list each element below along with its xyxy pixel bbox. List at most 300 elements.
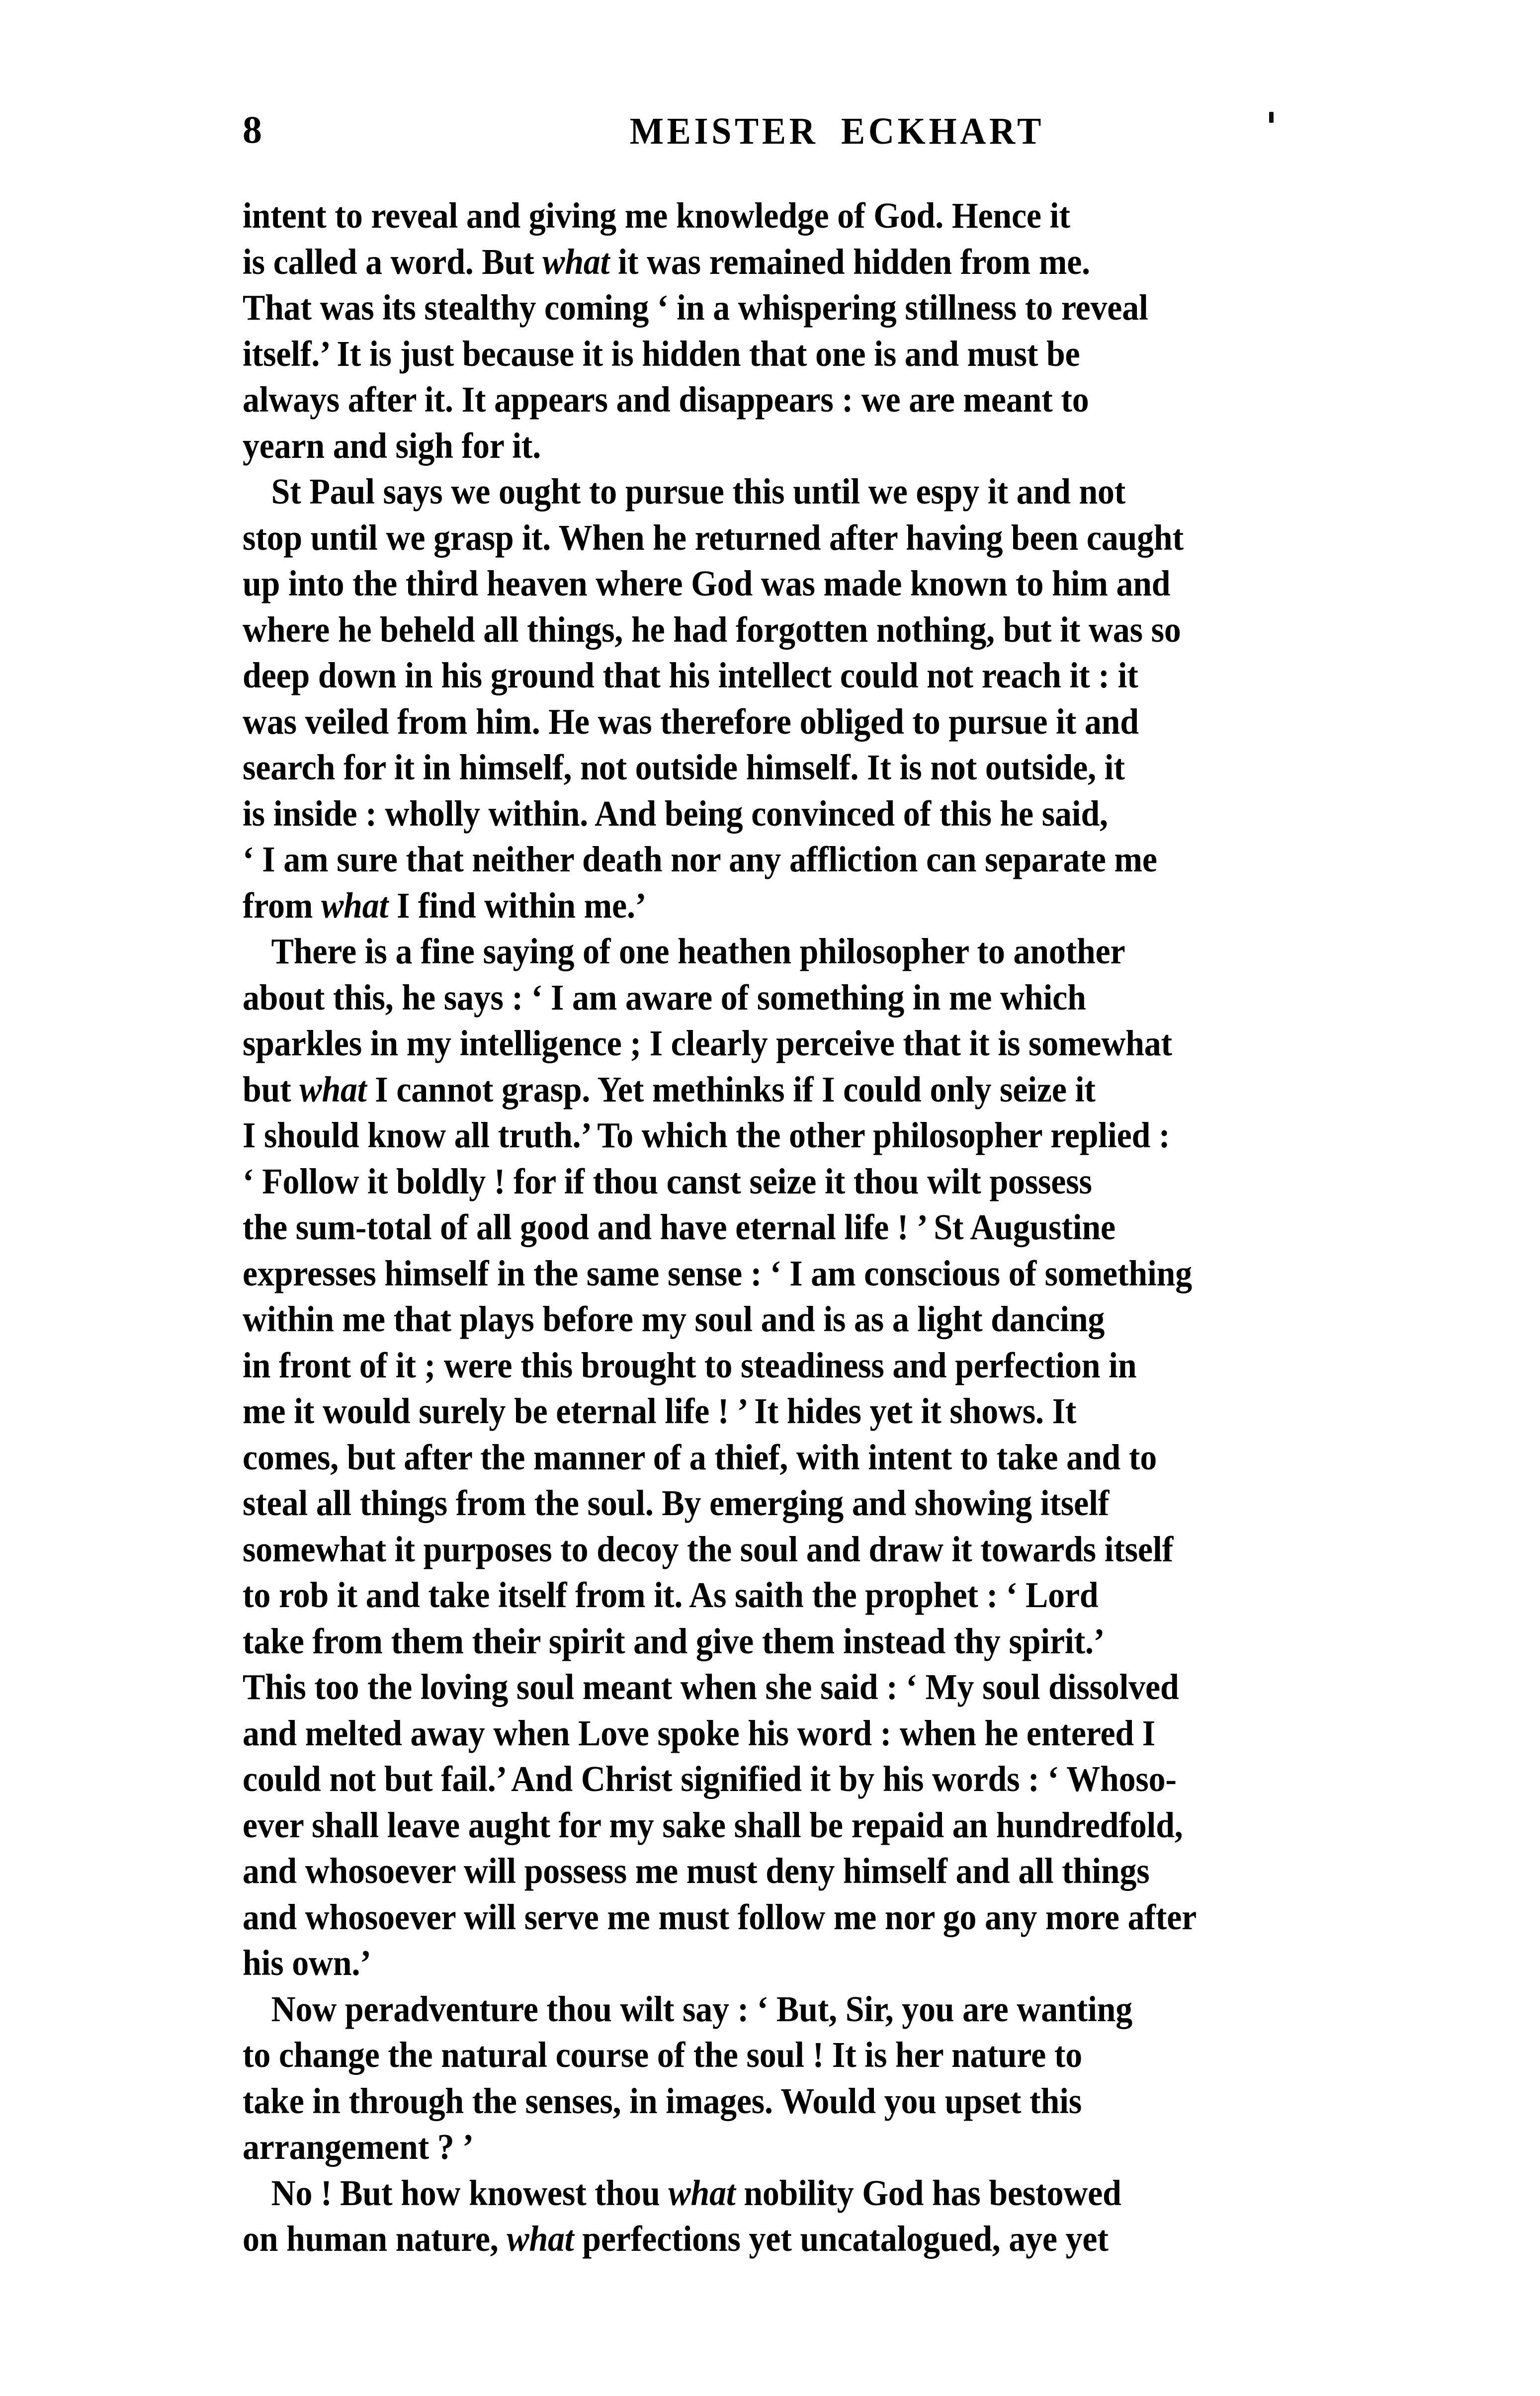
word: ! xyxy=(897,1207,909,1247)
word: I xyxy=(1142,1712,1156,1753)
word: this xyxy=(520,1345,573,1385)
text-line xyxy=(243,1572,1352,1619)
word: word xyxy=(797,1712,872,1753)
word: to xyxy=(977,931,1005,971)
word: There xyxy=(271,931,356,971)
word: ‘ xyxy=(657,287,669,328)
word: it xyxy=(367,1161,388,1201)
word: and xyxy=(1084,701,1139,742)
word: is xyxy=(864,2035,887,2075)
word: will xyxy=(464,1851,516,1891)
word: itself.’ xyxy=(243,333,329,374)
text-line xyxy=(243,1940,1352,1986)
word: was xyxy=(598,701,652,742)
word: to xyxy=(1016,563,1044,603)
word: shows. xyxy=(949,1391,1044,1431)
emphasis-word: what xyxy=(668,2172,736,2213)
word: the xyxy=(693,2035,738,2075)
word: me xyxy=(1114,839,1157,879)
word: meant xyxy=(582,1667,672,1707)
text-line xyxy=(243,561,1352,607)
word: if xyxy=(793,1069,814,1110)
word: it xyxy=(951,1529,972,1569)
word: purposes xyxy=(423,1529,552,1569)
text-line xyxy=(243,1435,1352,1481)
word: ‘ xyxy=(243,1161,254,1201)
word: the xyxy=(736,1115,781,1155)
word: whosoever xyxy=(305,1851,456,1891)
word: God. xyxy=(873,195,944,236)
word: nothing, xyxy=(876,609,995,650)
word: perceive xyxy=(776,1023,895,1063)
word: veiled xyxy=(305,701,389,742)
word: I xyxy=(789,1253,803,1293)
word: soul xyxy=(982,1667,1040,1707)
word: me xyxy=(833,1896,877,1937)
word: ‘ xyxy=(531,977,543,1018)
text-line xyxy=(243,607,1352,653)
word: this xyxy=(1029,2080,1082,2121)
word: called xyxy=(273,241,357,282)
word: the xyxy=(534,1483,579,1523)
word: by xyxy=(839,1759,874,1799)
word: in xyxy=(405,655,433,695)
word: when xyxy=(680,1667,757,1707)
word: ; xyxy=(630,1023,641,1063)
word: before xyxy=(542,1299,633,1339)
word: It xyxy=(337,333,361,374)
word: that xyxy=(406,839,464,879)
word: and xyxy=(333,425,387,466)
text-line xyxy=(243,423,1352,469)
word: stop xyxy=(243,517,302,558)
word: on xyxy=(243,2219,278,2259)
word: methinks xyxy=(652,1069,785,1110)
word: one xyxy=(815,333,866,374)
word: By xyxy=(662,1483,701,1523)
word: made xyxy=(823,563,902,603)
word: more xyxy=(1045,1896,1119,1937)
word: him xyxy=(1052,563,1108,603)
word: beheld xyxy=(380,609,475,650)
word: Yet xyxy=(597,1069,644,1110)
text-line xyxy=(243,791,1352,837)
word: with xyxy=(796,1437,860,1477)
word: Would xyxy=(780,2080,876,2121)
word: seize xyxy=(749,1161,817,1201)
word: same xyxy=(586,1253,660,1293)
word: being xyxy=(664,793,743,834)
word: that xyxy=(602,655,661,695)
word: through xyxy=(348,2080,464,2121)
text-line xyxy=(243,285,1352,331)
word: to xyxy=(243,2035,271,2075)
word: up xyxy=(243,563,280,603)
word: but xyxy=(243,1069,291,1110)
word: forgotten xyxy=(736,609,868,650)
word: intent xyxy=(243,195,327,236)
word: : xyxy=(842,379,853,420)
word: for xyxy=(343,747,386,787)
word: entered xyxy=(1026,1712,1134,1753)
word: search xyxy=(243,747,336,787)
word: it xyxy=(1055,701,1077,742)
text-line xyxy=(243,1802,1352,1849)
word: him. xyxy=(476,701,540,742)
word: loving xyxy=(420,1667,509,1707)
word: down xyxy=(318,655,397,695)
word: was xyxy=(320,287,374,328)
word: I xyxy=(396,885,410,926)
word: to xyxy=(1054,2035,1083,2075)
word: until xyxy=(310,517,378,558)
word: seize xyxy=(1000,1069,1067,1110)
word: be xyxy=(513,1391,548,1431)
word: melted xyxy=(305,1712,402,1753)
page-number: 8 xyxy=(243,108,262,151)
word: eternal xyxy=(735,1207,836,1247)
text-line xyxy=(243,1619,1352,1665)
text-line xyxy=(243,515,1352,561)
word: not xyxy=(927,655,973,695)
word: in xyxy=(370,1023,398,1063)
word: nobility xyxy=(744,2172,854,2213)
word: it xyxy=(810,1759,831,1799)
text-line xyxy=(243,1480,1352,1527)
word: it xyxy=(1069,655,1090,695)
word: No xyxy=(271,2172,313,2213)
word: caught xyxy=(1086,517,1184,558)
word: her xyxy=(895,2035,943,2075)
running-head-title: MEISTER ECKHART xyxy=(629,110,1045,152)
word: not xyxy=(1079,471,1126,512)
text-line xyxy=(243,1343,1352,1389)
word: coming xyxy=(544,287,649,328)
word: and xyxy=(365,1575,420,1615)
word: himself. xyxy=(746,747,859,787)
word: third xyxy=(405,563,479,603)
text-line xyxy=(243,1112,1352,1159)
word: ’ xyxy=(737,1391,746,1431)
word: we xyxy=(386,517,426,558)
word: any xyxy=(985,1896,1037,1937)
word: draw xyxy=(868,1529,943,1569)
word: therefore xyxy=(660,701,791,742)
word: whispering xyxy=(738,287,897,328)
word: any xyxy=(729,839,781,879)
word: it xyxy=(394,747,415,787)
word: me xyxy=(342,1299,385,1339)
word: : xyxy=(880,1712,892,1753)
word: ever xyxy=(243,1804,304,1845)
word: to xyxy=(1128,1437,1157,1477)
text-line xyxy=(243,1986,1352,2033)
word: ’ xyxy=(462,2127,474,2167)
word: I xyxy=(375,1069,388,1110)
body-text-block xyxy=(243,193,1436,2262)
text-line xyxy=(243,1756,1352,1802)
word: a xyxy=(395,931,413,971)
word: hundredfold, xyxy=(996,1804,1183,1845)
word: my xyxy=(406,1023,451,1063)
word: the xyxy=(367,1667,413,1707)
word: aught xyxy=(468,1804,550,1845)
word: for xyxy=(558,1804,601,1845)
word: take xyxy=(243,2080,304,2121)
word: for xyxy=(461,425,504,466)
word: from xyxy=(455,1483,526,1523)
word: shall xyxy=(312,1804,379,1845)
word: : xyxy=(1028,1759,1039,1799)
word: giving xyxy=(528,195,616,236)
word: human xyxy=(286,2219,387,2259)
word: But, xyxy=(776,1988,837,2029)
emphasis-word: what xyxy=(507,2219,574,2259)
word: reach xyxy=(981,655,1061,695)
word: sum-total xyxy=(295,1207,432,1247)
word: knowledge xyxy=(676,195,829,236)
word: : xyxy=(886,1667,898,1707)
word: of xyxy=(359,1345,387,1385)
word: things xyxy=(359,1483,447,1523)
word: it xyxy=(582,333,603,374)
word: to xyxy=(704,1345,733,1385)
word: we xyxy=(861,379,901,420)
word: them xyxy=(762,1621,835,1661)
word: and xyxy=(1116,563,1171,603)
word: where xyxy=(596,563,683,603)
word: natural xyxy=(441,2035,547,2075)
word: his xyxy=(441,655,482,695)
word: the xyxy=(472,2080,517,2121)
word: another xyxy=(1013,931,1125,971)
word: said, xyxy=(1041,793,1108,834)
word: in xyxy=(497,1253,525,1293)
word: ‘ xyxy=(1047,1759,1059,1799)
word: it xyxy=(1049,195,1070,236)
word: It xyxy=(867,747,891,787)
word: was xyxy=(1089,609,1143,650)
word: ground xyxy=(490,655,595,695)
word: go xyxy=(942,1896,977,1937)
word: but xyxy=(1003,609,1052,650)
word: of xyxy=(657,2035,685,2075)
text-line xyxy=(243,2216,1352,2262)
word: am xyxy=(572,977,617,1018)
word: yet xyxy=(1065,2219,1109,2259)
word: pursue xyxy=(948,701,1048,742)
word: a xyxy=(689,1437,706,1477)
word: be xyxy=(1046,333,1080,374)
word: is xyxy=(823,1299,846,1339)
word: dissolved xyxy=(1048,1667,1179,1707)
word: so xyxy=(1151,609,1181,650)
word: : xyxy=(986,1575,998,1615)
word: life xyxy=(844,1207,889,1247)
word: ; xyxy=(424,1345,436,1385)
word: said xyxy=(820,1667,878,1707)
word: God xyxy=(691,563,753,603)
word: all xyxy=(316,1483,351,1523)
word: Augustine xyxy=(970,1207,1115,1247)
text-line xyxy=(243,239,1352,285)
text-line xyxy=(243,2078,1352,2125)
word: stillness xyxy=(905,287,1017,328)
text-line xyxy=(243,1848,1352,1894)
word: of xyxy=(837,195,865,236)
word: from xyxy=(397,701,468,742)
word: ought xyxy=(498,471,581,512)
word: My xyxy=(925,1667,974,1707)
word: signified xyxy=(681,1759,802,1799)
word: life xyxy=(665,1391,710,1431)
word: itself xyxy=(1040,1483,1110,1523)
word: neither xyxy=(472,839,574,879)
word: fine xyxy=(421,931,475,971)
word: towards xyxy=(980,1529,1096,1569)
text-line xyxy=(243,1664,1352,1711)
word: take xyxy=(243,1621,304,1661)
word: and xyxy=(852,1483,906,1523)
word: himself, xyxy=(459,747,572,787)
word: : xyxy=(365,793,377,834)
word: one xyxy=(619,931,670,971)
word: and xyxy=(806,1529,860,1569)
word: showing xyxy=(914,1483,1032,1523)
word: soul. xyxy=(587,1483,654,1523)
word: ! xyxy=(321,2172,332,2213)
word: soul xyxy=(516,1667,575,1707)
word: intelligence xyxy=(459,1023,622,1063)
word: course xyxy=(555,2035,649,2075)
word: my xyxy=(641,1299,686,1339)
word: convinced xyxy=(751,793,895,834)
word: too xyxy=(314,1667,359,1707)
word: we xyxy=(451,471,491,512)
word: philosopher xyxy=(873,1115,1042,1155)
word: to xyxy=(1025,287,1053,328)
word: in xyxy=(423,747,451,787)
word: is xyxy=(243,241,265,282)
word: remained xyxy=(709,241,845,282)
scan-speck-artifact xyxy=(1269,112,1274,123)
word: where xyxy=(243,609,330,650)
word: but xyxy=(346,1437,396,1477)
word: not xyxy=(580,747,627,787)
word: of xyxy=(720,977,749,1018)
word: boldly xyxy=(396,1161,486,1201)
word: instead xyxy=(843,1621,946,1661)
word: himself xyxy=(843,1851,947,1891)
word: St xyxy=(271,471,301,512)
word: ‘ xyxy=(757,1988,769,2029)
word: is xyxy=(611,333,634,374)
word: we xyxy=(868,471,908,512)
word: fail.’ xyxy=(441,1759,505,1799)
word: soul xyxy=(740,1529,798,1569)
word: it xyxy=(294,1391,315,1431)
word: which xyxy=(641,1115,728,1155)
word: surely xyxy=(419,1391,506,1431)
word: disappears xyxy=(679,379,834,420)
word: To xyxy=(597,1115,633,1155)
word: it. xyxy=(424,379,453,420)
word: that xyxy=(393,1299,451,1339)
word: it xyxy=(1060,609,1081,650)
word: Hence xyxy=(951,195,1041,236)
word: brought xyxy=(581,1345,696,1385)
word: his xyxy=(243,1943,284,1983)
word: it xyxy=(1104,747,1125,787)
word: uncatalogued, xyxy=(800,2219,1001,2259)
word: follow xyxy=(737,1896,826,1937)
text-line xyxy=(243,883,1352,929)
word: ! xyxy=(717,1391,729,1431)
word: he xyxy=(402,977,435,1018)
word: replied xyxy=(1050,1115,1151,1155)
word: know xyxy=(367,1115,446,1155)
word: senses, xyxy=(525,2080,621,2121)
word: plays xyxy=(459,1299,534,1339)
word: hidden xyxy=(642,333,741,374)
word: peradventure xyxy=(344,1988,538,2029)
word: reveal xyxy=(371,195,458,236)
word: not xyxy=(329,1759,376,1799)
word: heathen xyxy=(678,931,791,971)
word: says xyxy=(443,977,504,1018)
word: all xyxy=(483,609,519,650)
word: heaven xyxy=(486,563,588,603)
word: affliction xyxy=(789,839,918,879)
text-line xyxy=(243,469,1352,515)
word: and xyxy=(243,1712,297,1753)
word: nor xyxy=(671,839,721,879)
word: But xyxy=(482,241,534,282)
word: As xyxy=(689,1575,727,1615)
word: sparkles xyxy=(243,1023,362,1063)
word: must xyxy=(686,1851,758,1891)
text-line xyxy=(243,1021,1352,1067)
word: not xyxy=(930,747,977,787)
word: it xyxy=(825,1161,846,1201)
running-head xyxy=(243,110,1432,165)
word: whosoever xyxy=(305,1896,456,1937)
word: I xyxy=(262,839,275,879)
word: a xyxy=(365,241,382,282)
word: thou xyxy=(595,2172,660,2213)
word: yet xyxy=(749,2219,792,2259)
word: it xyxy=(394,1529,415,1569)
word: just xyxy=(400,333,454,374)
word: me xyxy=(635,1851,679,1891)
word: this, xyxy=(333,977,394,1018)
word: from xyxy=(575,1575,646,1615)
word: wanting xyxy=(1017,1988,1132,2029)
word: to xyxy=(335,195,363,236)
word: to xyxy=(560,1529,589,1569)
word: it. xyxy=(654,1575,683,1615)
word: in xyxy=(677,287,705,328)
word: ’ xyxy=(917,1207,926,1247)
word: ? xyxy=(437,2127,454,2167)
word: to xyxy=(589,471,617,512)
word: within xyxy=(484,885,576,926)
word: would xyxy=(323,1391,411,1431)
word: word. xyxy=(390,241,474,282)
word: dancing xyxy=(991,1299,1105,1339)
word: this xyxy=(732,471,785,512)
word: in xyxy=(912,977,941,1018)
